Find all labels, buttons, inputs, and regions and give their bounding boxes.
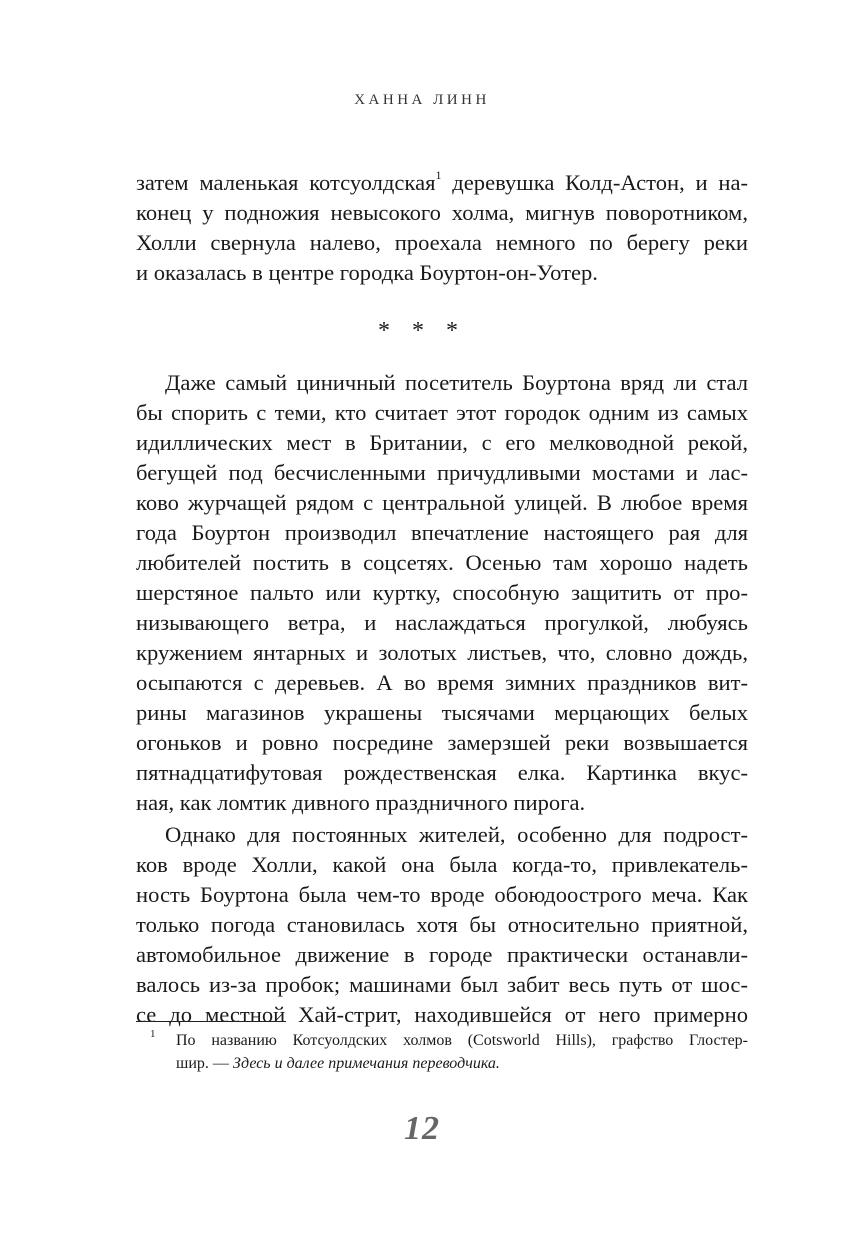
- text-line: бы спорить с теми, кто считает этот городок одним из самых: [136, 400, 748, 425]
- footnote-text: шир. —: [176, 1055, 233, 1072]
- text-line: бегущей под бесчисленными причудливыми мостами и лас-: [136, 460, 748, 485]
- text-line: се до местной Хай-стрит, находившейся от него примерно: [136, 1002, 748, 1027]
- text-line: ность Боуртона была чем-то вроде обоюдоострого меча. Как: [136, 882, 748, 907]
- footnote-line: По названию Котсуолдских холмов (Cotsworld Hills), графство Глостер-: [176, 1032, 748, 1049]
- text-line: Даже самый циничный посетитель Боуртона вряд ли стал: [165, 370, 748, 395]
- text-line: низывающего ветра, и наслаждаться прогулкой, любуясь: [136, 610, 748, 635]
- text-line: автомобильное движение в городе практически останавли-: [136, 942, 748, 967]
- text-line: огоньков и ровно посредине замерзшей реки возвышается: [136, 730, 748, 755]
- text-line: года Боуртон производил впечатление настоящего рая для: [136, 520, 748, 545]
- text-line: ная, как ломтик дивного праздничного пирога.: [136, 790, 586, 815]
- footnote-line: [176, 1053, 748, 1075]
- page-number: 12: [404, 1110, 440, 1147]
- section-break-asterism: * * *: [378, 318, 466, 344]
- text-line: пятнадцатифутовая рождественская елка. Картинка вкус-: [136, 760, 748, 785]
- footnote-mark: 1: [150, 1028, 156, 1040]
- text-fragment: деревушка Колд-Астон, и на-: [452, 170, 748, 195]
- text-line: рины магазинов украшены тысячами мерцающих белых: [136, 700, 748, 725]
- text-line: Холли свернула налево, проехала немного по берегу реки: [136, 230, 748, 255]
- text-line: [136, 168, 748, 198]
- text-line: кружением янтарных и золотых листьев, что, словно дождь,: [136, 640, 748, 665]
- footnote-reference: 1: [435, 168, 442, 183]
- text-line: валось из-за пробок; машинами был забит весь путь от шос-: [136, 972, 748, 997]
- text-line: и оказалась в центре городка Боуртон-он-Уотер.: [136, 260, 598, 285]
- text-line: Однако для постоянных жителей, особенно для подрост-: [165, 822, 748, 847]
- text-line: шерстяное пальто или куртку, способную защитить от про-: [136, 580, 748, 605]
- footnote-translator-note: Здесь и далее примечания переводчика.: [232, 1055, 500, 1072]
- running-header: ХАННА ЛИНН: [354, 92, 490, 108]
- text-fragment: затем маленькая котсуолдская: [136, 170, 436, 195]
- text-line: любителей постить в соцсетях. Осенью там хорошо надеть: [136, 550, 748, 575]
- text-line: ково журчащей рядом с центральной улицей. В любое время: [136, 490, 748, 515]
- text-line: ков вроде Холли, какой она была когда-то, привлекатель-: [136, 852, 748, 877]
- text-line: осыпаются с деревьев. А во время зимних праздников вит-: [136, 670, 748, 695]
- text-line: только погода становилась хотя бы относительно приятной,: [136, 912, 748, 937]
- text-line: конец у подножия невысокого холма, мигнув поворотником,: [136, 200, 748, 225]
- footnote-divider: [136, 1021, 286, 1022]
- text-line: идиллических мест в Британии, с его мелководной рекой,: [136, 430, 748, 455]
